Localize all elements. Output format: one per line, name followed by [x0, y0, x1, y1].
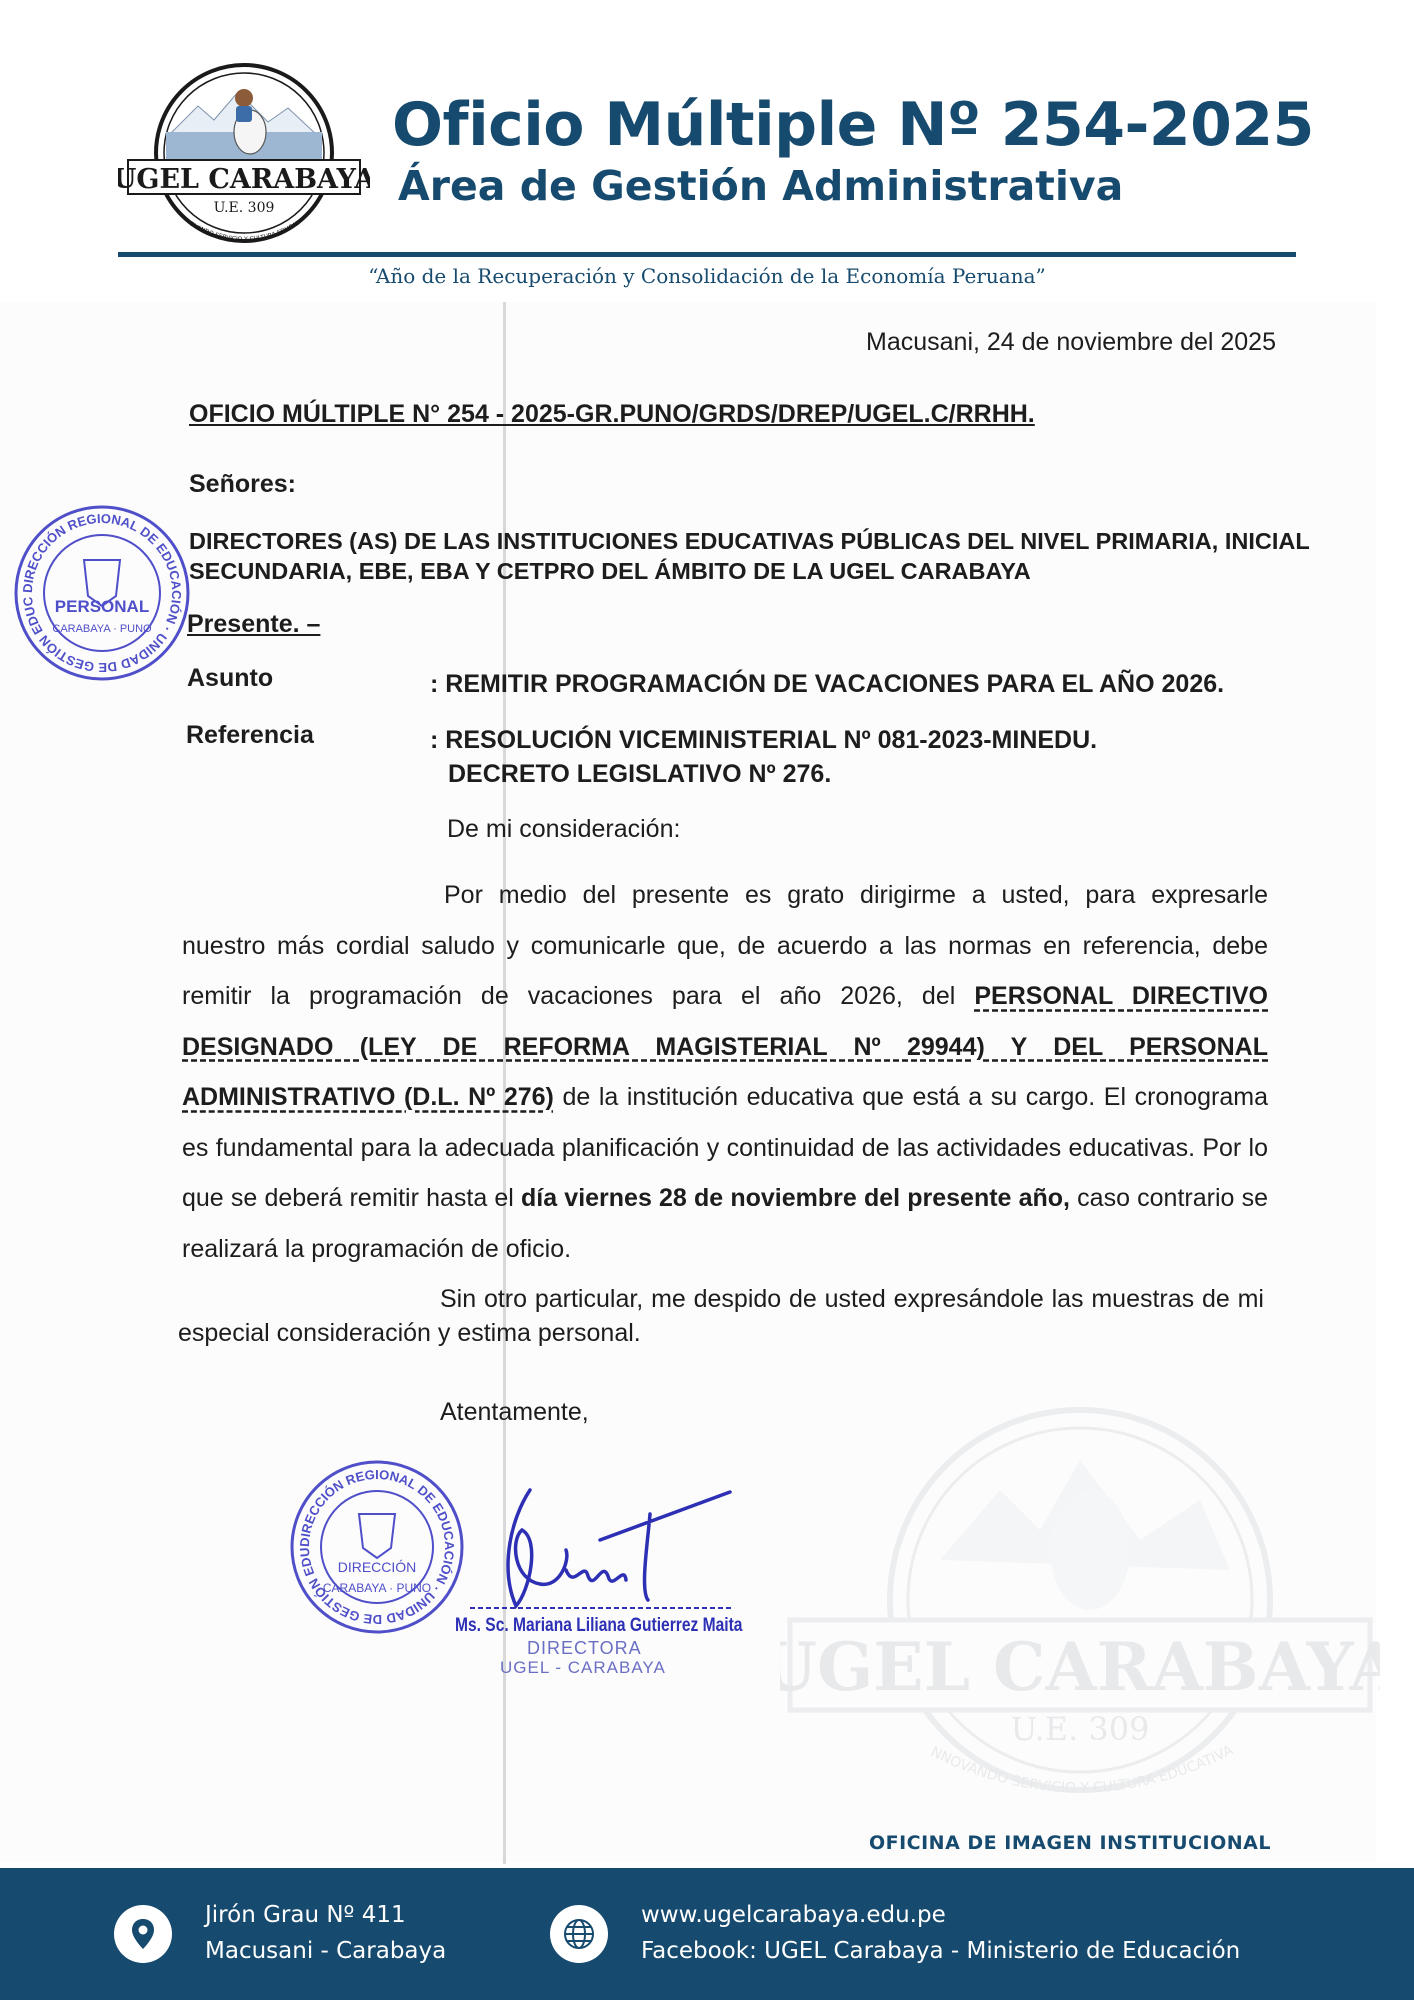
page-subtitle: Área de Gestión Administrativa	[398, 162, 1124, 210]
stamp2-center: DIRECCIÓN	[337, 1559, 417, 1575]
reference-value-1: : RESOLUCIÓN VICEMINISTERIAL Nº 081-2023-MINEDU.	[430, 726, 1098, 754]
office-label: OFICINA DE IMAGEN INSTITUCIONAL	[868, 1832, 1271, 1854]
letter-farewell: Atentamente,	[440, 1398, 589, 1426]
subject-label: Asunto	[187, 664, 274, 692]
body-text-3: caso contrario se realizará la programación de oficio.	[182, 1184, 1268, 1263]
stamp1-bottom: CARABAYA · PUNO	[52, 623, 152, 635]
body-text-2: de la institución educativa que está a su cargo. El cronograma es fundamental para la adecuada planificación y continuidad de las actividades educativas. Por lo que se deberá remitir hasta el	[182, 1083, 1268, 1212]
letter-recipients-line1: DIRECTORES (AS) DE LAS INSTITUCIONES EDUCATIVAS PÚBLICAS DEL NIVEL PRIMARIA, INICIAL	[189, 528, 1310, 554]
ugel-watermark	[780, 1400, 1380, 1820]
website-link[interactable]: www.ugelcarabaya.edu.pe	[641, 1902, 946, 1928]
signatory-unit: UGEL - CARABAYA	[500, 1658, 666, 1677]
watermark-motto: NNOVANDO SERVICIO Y CULTURA EDUCATIVA	[928, 1742, 1236, 1797]
address-line-2: Macusani - Carabaya	[205, 1938, 447, 1964]
closing-text: Sin otro particular, me despido de usted expresándole las muestras de mi especial consideración y estima personal.	[178, 1285, 1264, 1347]
globe-icon	[550, 1905, 608, 1963]
letter-closing	[178, 1282, 1264, 1350]
letter-date: Macusani, 24 de noviembre del 2025	[866, 328, 1276, 356]
letter-greeting: De mi consideración:	[447, 815, 681, 843]
address-line-1: Jirón Grau Nº 411	[205, 1902, 406, 1928]
stamp2-bottom: CARABAYA · PUNO	[322, 1581, 432, 1595]
handwritten-signature	[470, 1480, 740, 1625]
stamp1-ring-text: DIRECCIÓN REGIONAL DE EDUCACIÓN · UNIDAD DE GESTIÓN EDUC	[19, 510, 185, 676]
watermark-unit: U.E. 309	[1010, 1710, 1150, 1748]
stamp1-center: PERSONAL	[54, 597, 150, 616]
logo-motto: OVANDO SERVICIO Y CULTURA EDUCAT	[188, 219, 302, 244]
body-text-1: Por medio del presente es grato dirigirme a usted, para expresarle nuestro más cordial saludo y comunicarle que, de acuerdo a las normas en referencia, debe remitir la programación de vacaciones para el año 2026, del	[182, 881, 1268, 1010]
year-motto: “Año de la Recuperación y Consolidación de la Economía Peruana”	[368, 264, 1046, 288]
ugel-carabaya-logo	[118, 62, 370, 244]
letter-salutation: Señores:	[189, 470, 296, 498]
page-title: Oficio Múltiple Nº 254-2025	[392, 90, 1314, 160]
body-deadline: día viernes 28 de noviembre del presente año,	[521, 1184, 1071, 1212]
logo-name: UGEL CARABAYA	[118, 164, 370, 195]
facebook-link[interactable]: Facebook: UGEL Carabaya - Ministerio de Educación	[641, 1938, 1241, 1964]
letter-body	[182, 870, 1268, 1274]
footer-address	[205, 1897, 446, 1969]
reference-label: Referencia	[186, 721, 314, 749]
personnel-stamp	[12, 500, 192, 691]
letter-reference-code: OFICIO MÚLTIPLE N° 254 - 2025-GR.PUNO/GRDS/DREP/UGEL.C/RRHH.	[189, 400, 1035, 428]
reference-value-2: DECRETO LEGISLATIVO Nº 276.	[448, 760, 832, 788]
letter-recipients-line2: SECUNDARIA, EBE, EBA Y CETPRO DEL ÁMBITO DE LA UGEL CARABAYA	[189, 558, 1031, 584]
location-pin-icon	[114, 1905, 172, 1963]
watermark-name: UGEL CARABAYA	[780, 1628, 1380, 1706]
direction-stamp	[288, 1458, 466, 1641]
footer-contact	[641, 1897, 1240, 1969]
signatory-role: DIRECTORA	[527, 1638, 642, 1658]
header-divider	[118, 252, 1296, 257]
subject-value: : REMITIR PROGRAMACIÓN DE VACACIONES PARA EL AÑO 2026.	[430, 670, 1225, 698]
signatory-name: Ms. Sc. Mariana Liliana Gutierrez Maita	[455, 1615, 743, 1636]
logo-unit: U.E. 309	[213, 200, 275, 216]
letter-presente: Presente. –	[187, 610, 321, 638]
body-highlight: PERSONAL DIRECTIVO DESIGNADO (LEY DE REFORMA MAGISTERIAL Nº 29944) Y DEL PERSONAL ADMINISTRATIVO (D.L. Nº 276)	[182, 982, 1268, 1111]
stamp2-ring-text: DIRECCIÓN REGIONAL DE EDUCACIÓN · UNIDAD DE GESTIÓN EDU	[296, 1466, 458, 1628]
svg-text:INNOVANDO SERVICIO Y CULTURA E	[780, 1400, 1236, 1797]
